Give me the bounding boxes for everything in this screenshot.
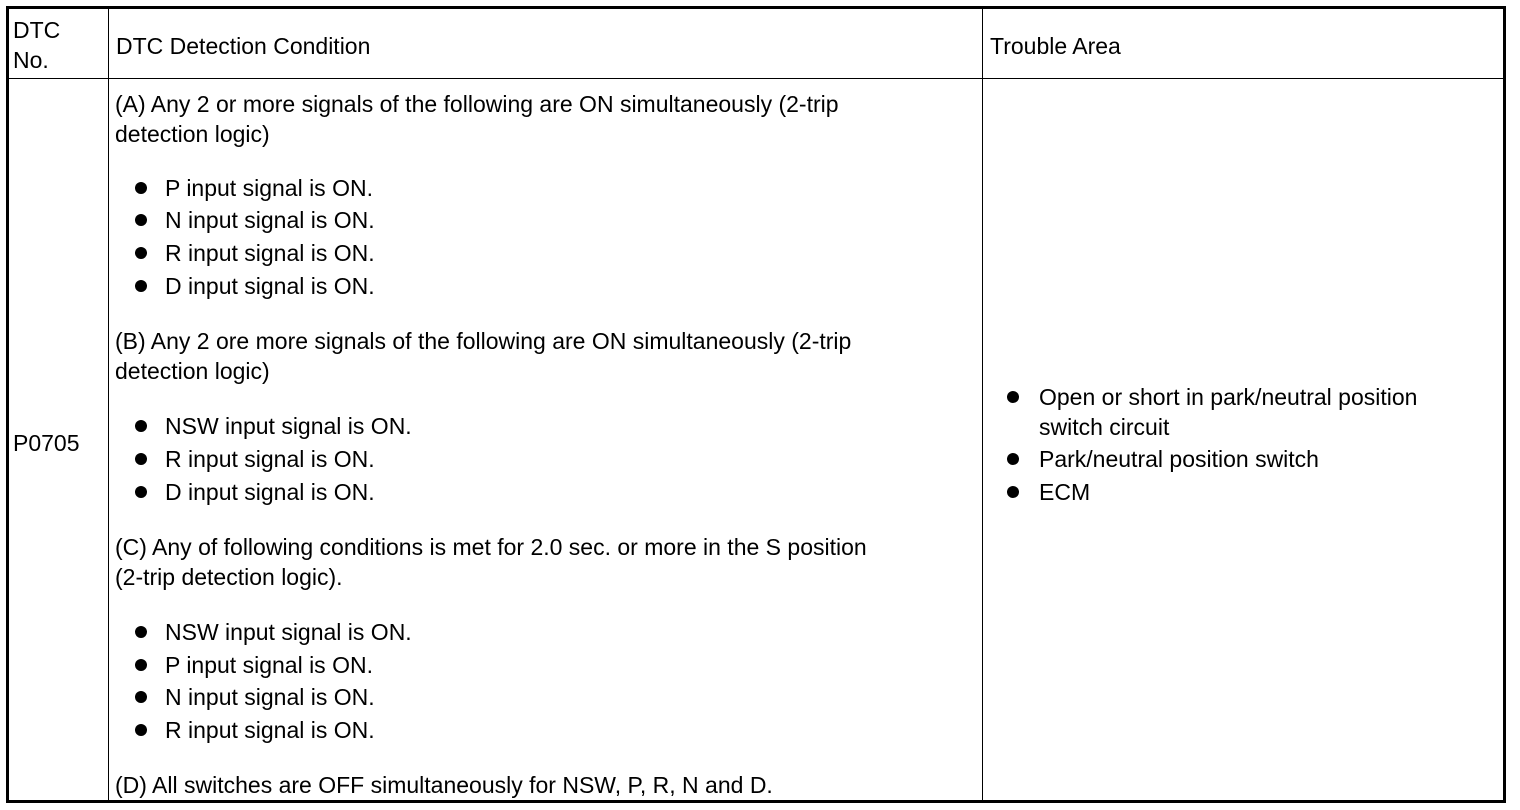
bullet-icon: [135, 626, 147, 638]
bullet-icon: [135, 420, 147, 432]
bullet-icon: [135, 486, 147, 498]
bullet-icon: [1007, 486, 1019, 498]
header-dtc-no: DTC No.: [13, 17, 61, 73]
column-divider: [108, 9, 109, 800]
condition-b-heading: (B) Any 2 ore more signals of the following are ON simultaneously (2-trip detection logic): [115, 328, 852, 384]
dtc-table: DTC No. DTC Detection Condition Trouble Area P0705 (A) Any 2 or more signals of the following are ON simultaneously (2-trip detection logic) P input signal is ON. N input signal is ON. R input signal is ON. D input signal is ON. (B) Any 2 ore more signals of the following are ON simultaneously (2-trip detection logic) NSW input signal is ON. R input signal is ON. D input signal is ON. (C) Any of following conditions is met for 2.0 sec. or more in the S position (2-trip detection logic). NSW input signal is ON. P input signal is ON. N input signal is ON. R input signal is ON. (D) All switches are OFF simultaneously for NSW, P, R, N and D. Open or short in park/neutral position switch circuit Park/neutral position switch ECM: [6, 6, 1506, 803]
bullet-icon: [135, 247, 147, 259]
bullet-icon: [135, 453, 147, 465]
bullet-icon: [135, 724, 147, 736]
bullet-icon: [135, 182, 147, 194]
condition-a-heading: (A) Any 2 or more signals of the following are ON simultaneously (2-trip detection logic): [115, 91, 839, 147]
condition-c-heading: (C) Any of following conditions is met for 2.0 sec. or more in the S position (2-trip detection logic).: [115, 534, 867, 590]
condition-d: (D) All switches are OFF simultaneously for NSW, P, R, N and D.: [115, 772, 773, 798]
bullet-icon: [135, 280, 147, 292]
bullet-icon: [135, 659, 147, 671]
header-divider: [9, 78, 1503, 79]
bullet-icon: [1007, 391, 1019, 403]
bullet-icon: [135, 214, 147, 226]
column-divider: [982, 9, 983, 800]
header-condition: DTC Detection Condition: [116, 33, 371, 59]
dtc-code: P0705: [13, 430, 80, 456]
bullet-icon: [1007, 453, 1019, 465]
header-trouble-area: Trouble Area: [990, 33, 1121, 59]
bullet-icon: [135, 691, 147, 703]
